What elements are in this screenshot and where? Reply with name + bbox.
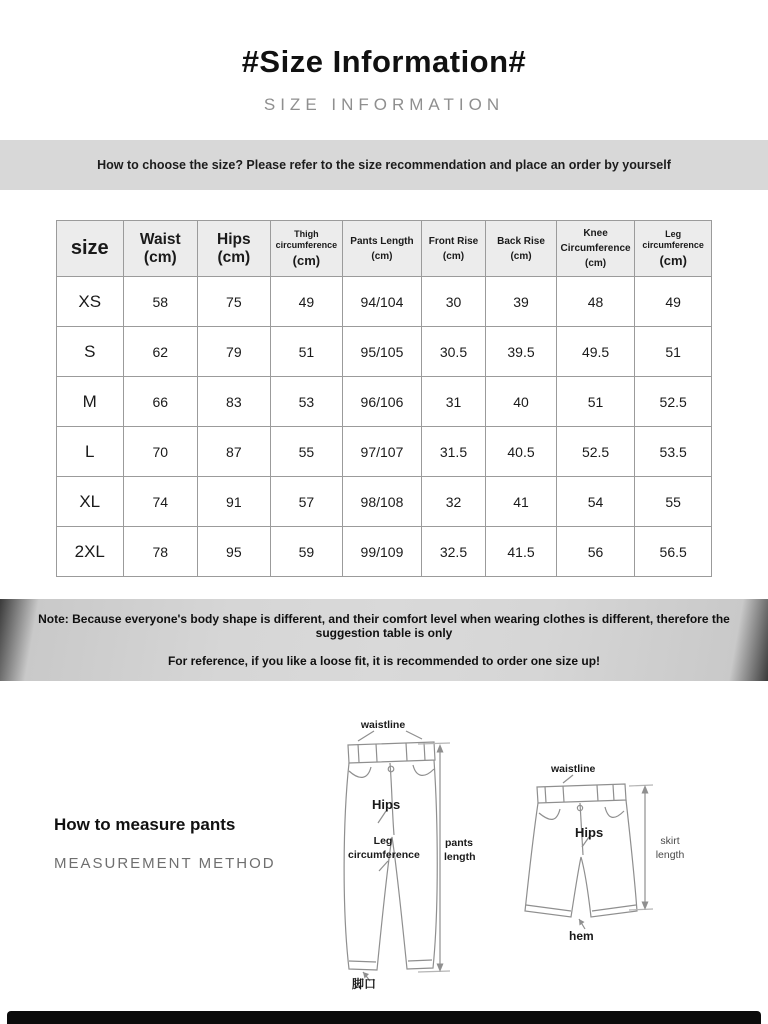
col-header-leg-label: Leg circumference (642, 229, 704, 250)
value-cell: 49 (270, 277, 343, 327)
value-cell: 32 (421, 477, 485, 527)
size-cell: XL (57, 477, 124, 527)
col-header-front-rise: Front Rise (cm) (421, 221, 485, 277)
measurement-heading: How to measure pants (54, 815, 236, 834)
value-cell: 56.5 (635, 527, 712, 577)
table-row (57, 427, 712, 477)
value-cell: 40.5 (486, 427, 557, 477)
bottom-bar (7, 1011, 761, 1024)
col-header-leg-unit: (cm) (659, 252, 687, 268)
value-cell: 55 (270, 427, 343, 477)
col-header-knee-circumference: Knee Circumference (cm) (556, 221, 635, 277)
table-header-row (57, 221, 712, 277)
size-choose-banner (0, 140, 768, 190)
value-cell: 40 (486, 377, 557, 427)
size-table-container (56, 220, 712, 577)
page-subtitle: SIZE INFORMATION (263, 95, 505, 114)
value-cell: 49 (635, 277, 712, 327)
value-cell: 97/107 (343, 427, 422, 477)
value-cell: 55 (635, 477, 712, 527)
value-cell: 96/106 (343, 377, 422, 427)
shorts-waistline-label: waistline (551, 763, 596, 775)
value-cell: 30.5 (421, 327, 485, 377)
size-table (56, 220, 712, 577)
pants-leg-circumference-label: Leg circumference (348, 835, 420, 861)
shorts-hips-label: Hips (575, 825, 604, 840)
value-cell: 58 (123, 277, 198, 327)
pants-drawing-icon (318, 719, 468, 1014)
value-cell: 31.5 (421, 427, 485, 477)
pants-waistline-label: waistline (360, 719, 406, 731)
value-cell: 70 (123, 427, 198, 477)
value-cell: 39 (486, 277, 557, 327)
value-cell: 31 (421, 377, 485, 427)
col-header-thigh-unit: (cm) (292, 252, 321, 268)
table-row (57, 327, 712, 377)
size-cell: S (57, 327, 124, 377)
note-line-2: For reference, if you like a loose fit, it is recommended to order one size up! (167, 654, 601, 668)
table-row (57, 277, 712, 327)
size-cell: L (57, 427, 124, 477)
measurement-subheading: MEASUREMENT METHOD (54, 855, 276, 872)
size-cell: XS (57, 277, 124, 327)
col-header-waist: Waist (cm) (123, 221, 198, 277)
value-cell: 53.5 (635, 427, 712, 477)
value-cell: 83 (198, 377, 271, 427)
value-cell: 54 (556, 477, 635, 527)
table-row (57, 477, 712, 527)
note-line-1: Note: Because everyone's body shape is different, and their comfort level when wearing clothes is different, therefore the suggestion table is only (38, 612, 730, 640)
value-cell: 53 (270, 377, 343, 427)
value-cell: 98/108 (343, 477, 422, 527)
value-cell: 62 (123, 327, 198, 377)
table-row (57, 527, 712, 577)
value-cell: 51 (556, 377, 635, 427)
value-cell: 78 (123, 527, 198, 577)
value-cell: 51 (635, 327, 712, 377)
col-header-back-rise: Back Rise (cm) (486, 221, 557, 277)
page-title: #Size Information# (241, 44, 527, 79)
shorts-hem-label: hem (569, 929, 594, 943)
value-cell: 48 (556, 277, 635, 327)
value-cell: 59 (270, 527, 343, 577)
value-cell: 87 (198, 427, 271, 477)
value-cell: 66 (123, 377, 198, 427)
value-cell: 49.5 (556, 327, 635, 377)
shorts-skirt-length-label: skirt length (655, 835, 685, 861)
size-choose-banner-text: How to choose the size? Please refer to the size recommendation and place an order by yourself (97, 158, 671, 172)
value-cell: 79 (198, 327, 271, 377)
col-header-leg-circumference (635, 221, 712, 277)
col-header-hips: Hips (cm) (198, 221, 271, 277)
value-cell: 39.5 (486, 327, 557, 377)
value-cell: 51 (270, 327, 343, 377)
value-cell: 99/109 (343, 527, 422, 577)
pants-diagram (318, 719, 476, 1014)
pants-length-label: pants length (444, 837, 476, 863)
value-cell: 74 (123, 477, 198, 527)
value-cell: 91 (198, 477, 271, 527)
value-cell: 95 (198, 527, 271, 577)
value-cell: 52.5 (556, 427, 635, 477)
shorts-diagram (505, 759, 685, 964)
value-cell: 75 (198, 277, 271, 327)
table-row (57, 377, 712, 427)
col-header-thigh-circumference (270, 221, 343, 277)
value-cell: 52.5 (635, 377, 712, 427)
pants-leg-opening-label: 脚口 (352, 977, 377, 991)
value-cell: 30 (421, 277, 485, 327)
value-cell: 56 (556, 527, 635, 577)
col-header-size: size (57, 221, 124, 277)
col-header-pants-length: Pants Length (cm) (343, 221, 422, 277)
size-cell: M (57, 377, 124, 427)
value-cell: 41.5 (486, 527, 557, 577)
value-cell: 94/104 (343, 277, 422, 327)
note-banner (0, 599, 768, 681)
size-cell: 2XL (57, 527, 124, 577)
value-cell: 41 (486, 477, 557, 527)
measurement-section (0, 719, 768, 1021)
value-cell: 57 (270, 477, 343, 527)
value-cell: 32.5 (421, 527, 485, 577)
pants-hips-label: Hips (372, 797, 401, 812)
col-header-thigh-label: Thigh circumference (275, 229, 338, 250)
value-cell: 95/105 (343, 327, 422, 377)
measurement-heading-block (54, 815, 276, 872)
